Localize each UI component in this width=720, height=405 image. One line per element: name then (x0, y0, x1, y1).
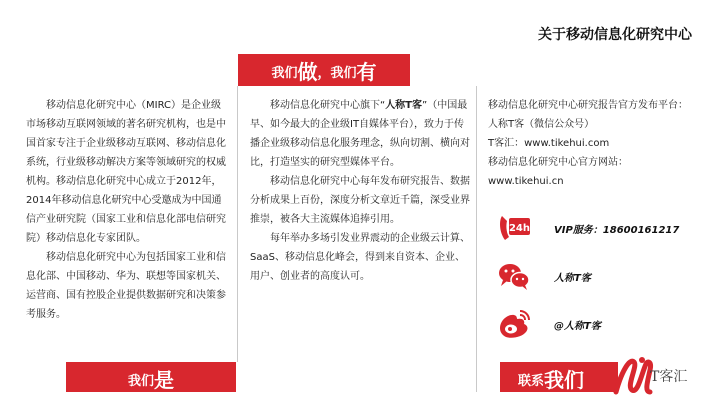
weibo-icon (496, 306, 532, 342)
top-banner-part1: 我们 (271, 66, 298, 81)
contact-row-weibo (496, 306, 601, 342)
top-banner-part3: ，我们 (317, 66, 357, 81)
contact-row-wechat (496, 258, 591, 294)
top-banner (238, 54, 410, 86)
bottom-right-banner (500, 362, 618, 392)
divider-right (476, 86, 477, 392)
bottom-right-banner-part2: 我们 (544, 368, 585, 392)
contact-line-2: 人称T客（微信公众号） (488, 119, 595, 130)
about-paragraph-1: 移动信息化研究中心（MIRC）是企业级市场移动互联网领域的著名研究机构，也是中国首家专注于企业级移动互联网、移动信息化系统，行业级移动解决方案等领域研究的权威机构。移动信息化研究中心成立于2012年，2014年移动信息化研究中心受邀成为中国通信产业研究院（国家工业和信息化部电信研究院）移动信息化专家团队。 (26, 100, 226, 244)
media-paragraph-1 (250, 96, 470, 172)
divider-left (237, 86, 238, 362)
bottom-left-banner-part2: 是 (154, 368, 174, 392)
top-banner-part4: 有 (356, 60, 377, 84)
contact-row-vip (496, 210, 679, 246)
media-paragraph-3: 每年举办多场引发业界震动的企业级云计算、SaaS、移动信息化峰会，得到来自资本、企业、用户、创业者的高度认可。 (250, 233, 470, 282)
bottom-left-banner-part1: 我们 (127, 374, 154, 389)
contact-line-1: 移动信息化研究中心研究报告官方发布平台： (488, 100, 688, 111)
page-title: 关于移动信息化研究中心 (538, 27, 692, 43)
contact-line-3: T客汇：www.tikehui.com (488, 138, 610, 149)
media-paragraph-1-prefix: 移动信息化研究中心旗下“ (270, 100, 386, 111)
wechat-icon (496, 258, 532, 294)
top-banner-part2: 做 (297, 60, 318, 84)
about-paragraph-2: 移动信息化研究中心为包括国家工业和信息化部、中国移动、华为、联想等国家机关、运营商、国有控股企业提供数据研究和决策参考服务。 (26, 252, 226, 320)
phone-24h-icon (496, 210, 532, 246)
contact-line-5: www.tikehui.cn (488, 176, 564, 187)
wechat-account-text: 人称T客 (554, 272, 591, 284)
weibo-account-text: @人称T客 (554, 320, 601, 332)
column-media (250, 96, 470, 286)
media-paragraph-1-suffix: ”（中国最早、如今最大的企业级IT自媒体平台），致力于传播企业级移动信息化服务理念，纵向切割、横向对比，打造坚实的研究型媒体平台。 (250, 100, 470, 168)
media-highlight: 人称T客 (385, 100, 423, 111)
logo-text: T客汇 (650, 369, 688, 385)
bottom-left-banner (66, 362, 236, 392)
phone-badge-text: 24h (508, 223, 531, 234)
column-contact (488, 96, 700, 191)
vip-service-text: VIP服务：18600161217 (554, 224, 680, 236)
contact-line-4: 移动信息化研究中心官方网站： (488, 157, 628, 168)
column-about (26, 96, 228, 324)
media-paragraph-2: 移动信息化研究中心每年发布研究报告、数据分析成果上百份，深度分析文章近千篇，深受业界推崇，被各大主流媒体追捧引用。 (250, 176, 470, 225)
bottom-right-banner-part1: 联系 (518, 374, 545, 389)
